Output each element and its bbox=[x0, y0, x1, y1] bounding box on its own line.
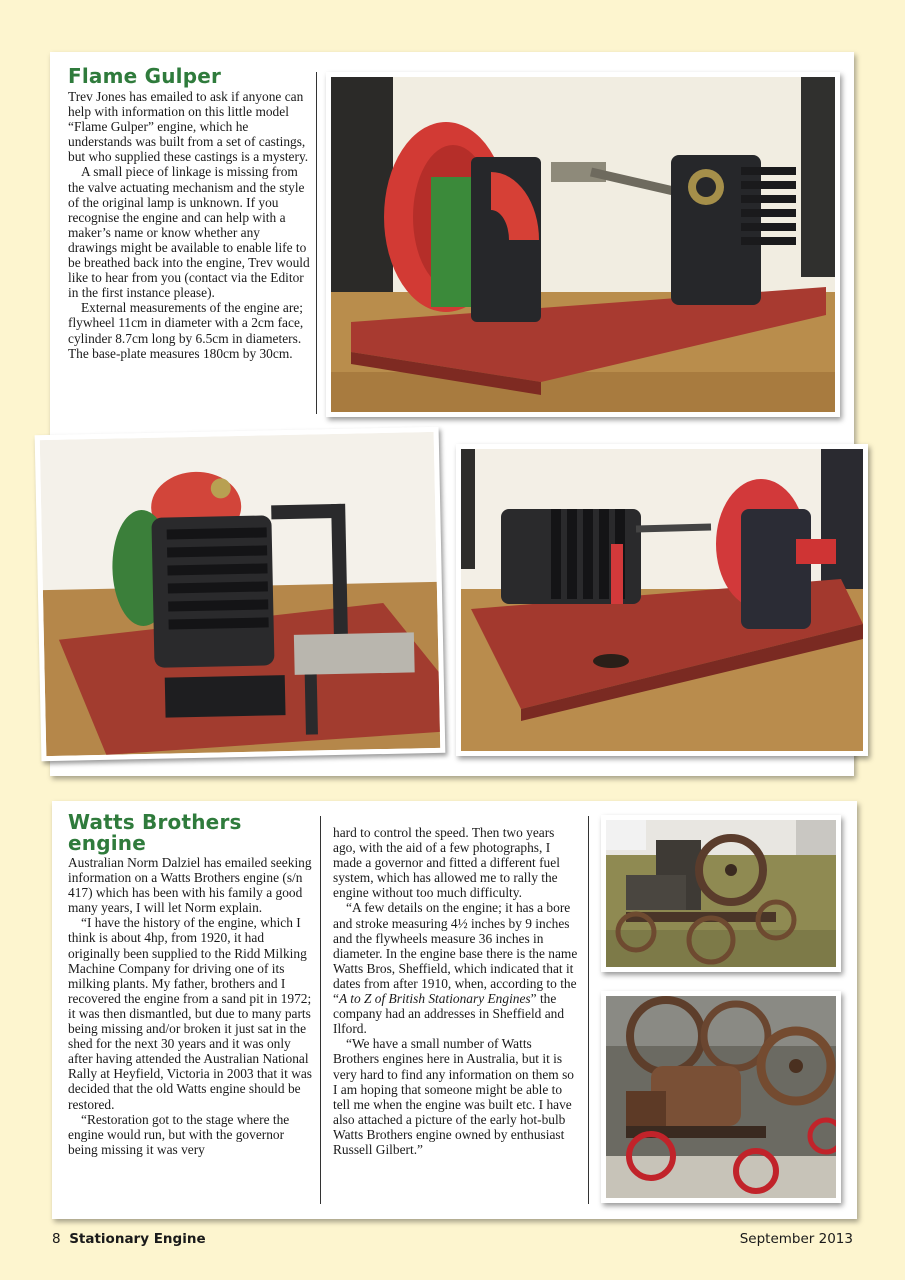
flame-gulper-para-2: A small piece of linkage is missing from the valve actuating mechanism and the style of the original lamp is unknown. If you recognise the engine and can help with a maker’s name or know whether any drawings might be available to enable life to be breathed back into the engine, Trev would like to hear from you (contact via the Editor in the first instance please). bbox=[68, 164, 310, 301]
flame-gulper-photo-rear bbox=[456, 444, 868, 756]
watts-brothers-title: Watts Brothers engine bbox=[68, 810, 242, 855]
watts-photo-trolley bbox=[601, 815, 841, 972]
watts-column-1 bbox=[68, 855, 314, 1157]
watts-col2-para-1: hard to control the speed. Then two years ago, with the aid of a few photographs, I made a governor and fitted a different fuel system, which has allowed me to rally the engine without too much difficulty. bbox=[333, 825, 560, 901]
column-divider-2 bbox=[320, 816, 321, 1204]
watts-col1-para-1: Australian Norm Dalziel has emailed seeking information on a Watts Brothers engine (s/n 417) which has been with his family a good many years, I will let Norm explain. bbox=[68, 855, 312, 916]
watts-col1-para-2: “I have the history of the engine, which I think is about 4hp, from 1920, it had originally been supplied to the Ridd Milking Machine Company for driving one of its milking plants. My father, brothers and I recovered the engine from a sand pit in 1972; it was then dismantled, but due to many parts being missing and/or broken it just sat in the shed for the next 30 years and it was only after having attended the Australian National Rally at Heyfield, Victoria in 2003 that it was decided that the old Watts engine should be restored. bbox=[68, 915, 313, 1112]
watts-photo-hot-bulb bbox=[601, 991, 841, 1203]
flame-gulper-body bbox=[68, 89, 312, 361]
watts-col1-para-3: “Restoration got to the stage where the engine would run, but with the governor being missing it was very bbox=[68, 1111, 290, 1157]
magazine-name: Stationary Engine bbox=[69, 1231, 206, 1247]
flame-gulper-para-3: External measurements of the engine are; flywheel 11cm in diameter with a 2cm face, cylinder 8.7cm long by 6.5cm in diameters. The base-plate measures 180cm by 30cm. bbox=[68, 300, 304, 361]
book-title: A to Z of British Stationary Engines bbox=[338, 991, 531, 1007]
column-divider-3 bbox=[588, 816, 589, 1204]
watts-column-2 bbox=[333, 825, 579, 1157]
column-divider bbox=[316, 72, 317, 414]
flame-gulper-para-1: Trev Jones has emailed to ask if anyone can help with information on this little model “Flame Gulper” engine, which he understands was built from a set of castings, but who supplied these castings is a mystery. bbox=[68, 89, 309, 165]
flame-gulper-photo-main bbox=[326, 72, 840, 417]
watts-col2-para-3: “We have a small number of Watts Brothers engines here in Australia, but it is very hard to find any information on them so I am hoping that someone might be able to tell me when the engine was built etc. I have also attached a picture of the early hot-bulb Watts Brothers engine owned by enthusiast Russell Gilbert.” bbox=[333, 1036, 574, 1157]
flame-gulper-title: Flame Gulper bbox=[68, 64, 222, 88]
issue-date: September 2013 bbox=[739, 1231, 853, 1247]
footer-left bbox=[52, 1231, 206, 1247]
watts-col2-para-2: “A few details on the engine; it has a bore and stroke measuring 4½ inches by 9 inches and the flywheels measure 36 inches in diameter. In the engine base there is the name Watts Bros, Sheffield, which indicated that it dates from after 1910, when, according to the “A to Z of British Stationary Engines” the company had an addresses in Sheffield and Ilford. bbox=[333, 900, 578, 1037]
page-number: 8 bbox=[52, 1231, 61, 1247]
flame-gulper-photo-cylinder bbox=[35, 427, 446, 761]
